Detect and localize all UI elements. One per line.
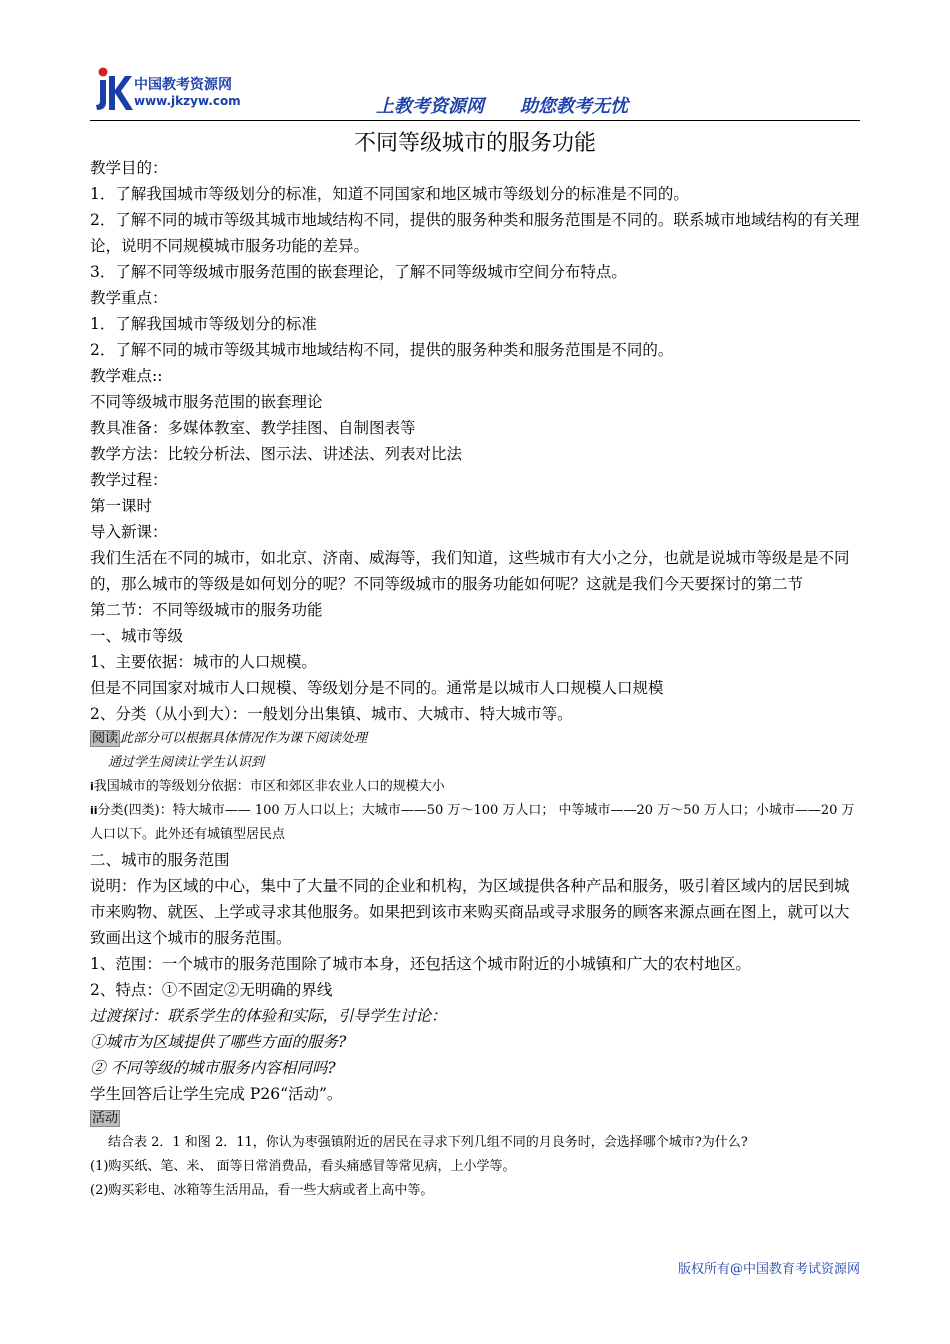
- heading-key-points: 教学重点：: [90, 289, 168, 307]
- heading-difficulties: 教学难点::: [90, 367, 163, 385]
- reading-note-text: 此部分可以根据具体情况作为课下阅读处理: [120, 731, 368, 746]
- header-slogan: 上教考资源网 助您教考无忧: [376, 96, 628, 117]
- copyright-footer: 版权所有@中国教育考试资源网: [677, 1262, 860, 1277]
- service-range-scope: 1、范围：一个城市的服务范围除了城市本身，还包括这个城市附近的小城镇和广大的农村地区。: [90, 955, 751, 973]
- city-levels-classification: 2、分类（从小到大）：一般划分出集镇、城市、大城市、特大城市等。: [90, 705, 573, 723]
- objective-2: 2．了解不同的城市等级其城市地域结构不同，提供的服务种类和服务范围是不同的。联系城市地域结构的有关理论，说明不同规模城市服务功能的差异。: [90, 211, 860, 255]
- heading-intro: 导入新课：: [90, 523, 168, 541]
- reading-point-i: [90, 775, 860, 799]
- heading-process: 教学过程：: [90, 471, 168, 489]
- lesson-one: 第一课时: [90, 497, 153, 515]
- key-point-2: 2．了解不同的城市等级其城市地域结构不同，提供的服务种类和服务范围是不同的。: [90, 341, 674, 359]
- document-title: 不同等级城市的服务功能: [353, 131, 596, 156]
- heading-service-range: 二、城市的服务范围: [90, 851, 230, 869]
- reading-point-ii: [90, 799, 860, 847]
- service-range-features: 2、特点：①不固定②无明确的界线: [90, 981, 333, 999]
- objective-3: 3．了解不同等级城市服务范围的嵌套理论，了解不同等级城市空间分布特点。: [90, 263, 627, 281]
- teaching-aids: 教具准备：多媒体教室、教学挂图、自制图表等: [90, 419, 416, 437]
- logo-url: www.jkzyw.com: [134, 94, 241, 108]
- heading-objectives: 教学目的：: [90, 159, 168, 177]
- activity-tag-line: [90, 1107, 860, 1131]
- reading-lead: 通过学生阅读让学生认识到: [108, 755, 265, 770]
- intro-paragraph: 我们生活在不同的城市，如北京、济南、威海等，我们知道，这些城市有大小之分，也就是说城市等级是是不同的，那么城市的等级是如何划分的呢？不同等级城市的服务功能如何呢？这就是我们今天要探讨的第二节: [90, 549, 850, 593]
- activity-instruction: 学生回答后让学生完成 P26“活动”。: [90, 1085, 343, 1103]
- activity-prompt: 结合表 2．1 和图 2．11，你认为枣强镇附近的居民在寻求下列几组不同的月良务时，会选择哪个城市?为什么?: [108, 1135, 748, 1150]
- reading-point-ii-text: 分类(四类)：特大城市—— 100 万人口以上；大城市——50 万～100 万人口； 中等城市——20 万～50 万人口；小城市——20 万人口以下。此外还有城镇型居民点: [90, 803, 855, 842]
- objective-1: 1．了解我国城市等级划分的标准，知道不同国家和地区城市等级划分的标准是不同的。: [90, 185, 689, 203]
- document-body: [90, 155, 860, 1203]
- reading-note: [90, 727, 860, 751]
- city-levels-note: 但是不同国家对城市人口规模、等级划分是不同的。通常是以城市人口规模人口规模: [90, 679, 664, 697]
- activity-item-1: (1)购买纸、笔、米、 面等日常消费品，看头痛感冒等常见病，上小学等。: [90, 1159, 516, 1174]
- discussion-question-1: ①城市为区域提供了哪些方面的服务?: [90, 1033, 347, 1051]
- reading-tag: 阅读: [92, 731, 119, 746]
- reading-point-i-text: 我国城市的等级划分依据：市区和郊区非农业人口的规模大小: [93, 779, 445, 794]
- discussion-lead: 过渡探讨：联系学生的体验和实际，引导学生讨论：: [90, 1007, 447, 1025]
- teaching-methods: 教学方法：比较分析法、图示法、讲述法、列表对比法: [90, 445, 463, 463]
- discussion-question-2: ② 不同等级的城市服务内容相同吗?: [90, 1059, 336, 1077]
- activity-item-2: (2)购买彩电、冰箱等生活用品，看一些大病或者上高中等。: [90, 1183, 434, 1198]
- page-header: [90, 62, 860, 122]
- header-divider: [90, 120, 860, 121]
- roman-numeral-i: i: [90, 780, 94, 793]
- logo-site-name: 中国教考资源网: [134, 77, 232, 93]
- jk-logo-icon: [94, 66, 134, 112]
- activity-tag: 活动: [92, 1111, 119, 1126]
- heading-city-levels: 一、城市等级: [90, 627, 184, 645]
- roman-numeral-ii: ii: [90, 804, 98, 817]
- difficulty-1: 不同等级城市服务范围的嵌套理论: [90, 393, 323, 411]
- city-levels-basis: 1、主要依据：城市的人口规模。: [90, 653, 317, 671]
- key-point-1: 1．了解我国城市等级划分的标准: [90, 315, 317, 333]
- section-title: 第二节：不同等级城市的服务功能: [90, 601, 323, 619]
- service-range-explanation: 说明：作为区域的中心，集中了大量不同的企业和机构，为区域提供各种产品和服务，吸引着区域内的居民到城市来购物、就医、上学或寻求其他服务。如果把到该市来购买商品或寻求服务的顾客来源点画在图上，就可以大致画出这个城市的服务范围。: [90, 877, 850, 947]
